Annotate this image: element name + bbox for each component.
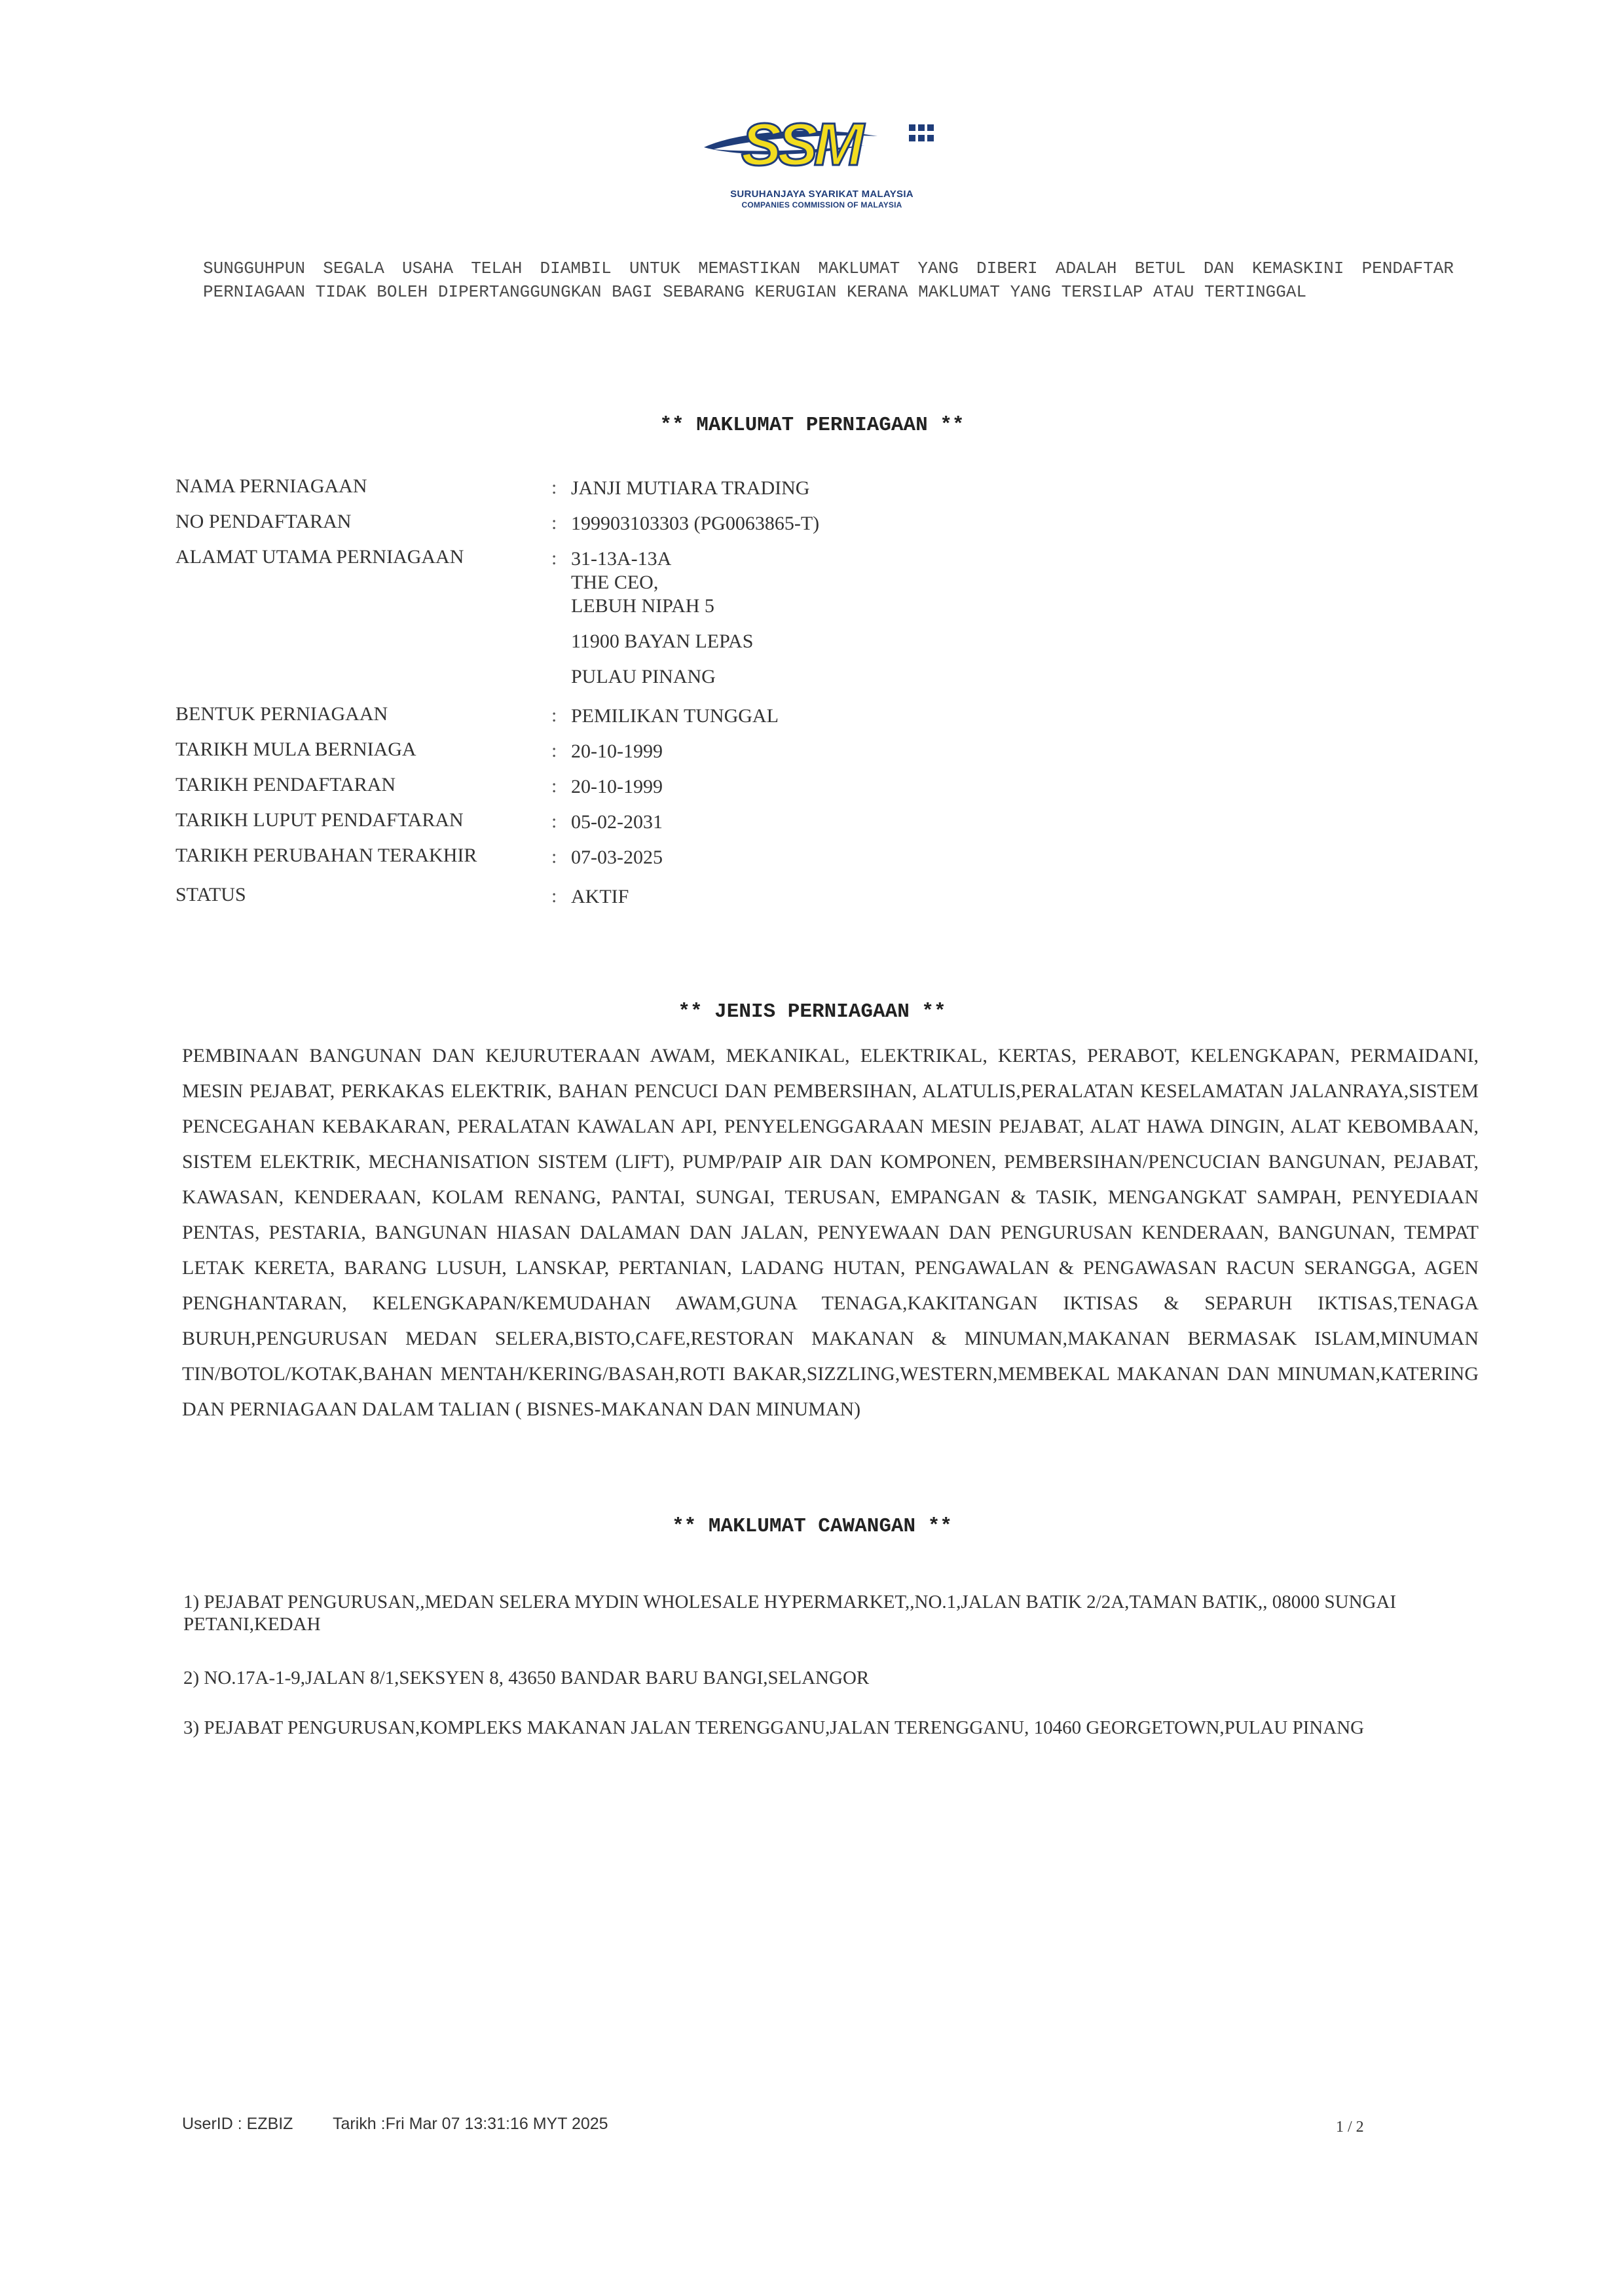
field-colon: : [551, 885, 557, 907]
branch-item: 1) PEJABAT PENGURUSAN,,MEDAN SELERA MYDIN WHOLESALE HYPERMARKET,,NO.1,JALAN BATIK 2/2A,TAMAN BATIK,, 08000 SUNGAI PETANI,KEDAH [183, 1592, 1397, 1635]
field-label-registration-date: TARIKH PENDAFTARAN [175, 774, 396, 795]
business-type-text: PEMBINAAN BANGUNAN DAN KEJURUTERAAN AWAM, MEKANIKAL, ELEKTRIKAL, KERTAS, PERABOT, KELENGKAPAN, PERMAIDANI, MESIN PEJABAT, PERKAKAS ELEKTRIK, BAHAN PENCUCI DAN PEMBERSIHAN, ALATULIS,PERALATAN KESELAMATAN JALANRAYA,SISTEM PENCEGAHAN KEBAKARAN, PERALATAN KAWALAN API, PENYELENGGARAAN MESIN PEJABAT, ALAT HAWA DINGIN, ALAT KEBOMBAAN, SISTEM ELEKTRIK, MECHANISATION SISTEM (LIFT), PUMP/PAIP AIR DAN KOMPONEN, PEMBERSIHAN/PENCUCIAN BANGUNAN, PEJABAT, KAWASAN, KENDERAAN, KOLAM RENANG, PANTAI, SUNGAI, TERUSAN, EMPANGAN & TASIK, MENGANGKAT SAMPAH, PENYEDIAAN PENTAS, PESTARIA, BANGUNAN HIASAN DALAMAN DAN JALAN, PENYEWAAN DAN PENGURUSAN KENDERAAN, BANGUNAN, TEMPAT LETAK KERETA, BARANG LUSUH, LANSKAP, PERTANIAN, LADANG HUTAN, PENGAWALAN & PENGAWASAN RACUN SERANGGA, AGEN PENGHANTARAN, KELENGKAPAN/KEMUDAHAN AWAM,GUNA TENAGA,KAKITANGAN IKTISAS & SEPARUH IKTISAS,TENAGA BURUH,PENGURUSAN MEDAN SELERA,BISTO,CAFE,RESTORAN MAKANAN & MINUMAN,MAKANAN BERMASAK ISLAM,MINUMAN TIN/BOTOL/KOTAK,BAHAN MENTAH/KERING/BASAH,ROTI BAKAR,SIZZLING,WESTERN,MEMBEKAL MAKANAN DAN MINUMAN,KATERING DAN PERNIAGAAN DALAM TALIAN ( BISNES-MAKANAN DAN MINUMAN) [182, 1045, 1479, 1420]
field-label-business-form: BENTUK PERNIAGAAN [175, 703, 388, 725]
field-label-address: ALAMAT UTAMA PERNIAGAAN [175, 546, 464, 568]
footer-timestamp: Tarikh :Fri Mar 07 13:31:16 MYT 2025 [333, 2115, 608, 2133]
field-value-expiry-date: 05-02-2031 [571, 811, 663, 833]
logo-name-english: COMPANIES COMMISSION OF MALAYSIA [741, 200, 902, 210]
field-label-expiry-date: TARIKH LUPUT PENDAFTARAN [175, 809, 464, 831]
field-value-status: AKTIF [571, 886, 629, 907]
field-colon: : [551, 512, 557, 534]
branch-item: 2) NO.17A-1-9,JALAN 8/1,SEKSYEN 8, 43650 BANDAR BARU BANGI,SELANGOR [183, 1667, 870, 1688]
field-colon: : [551, 811, 557, 832]
field-label-last-change-date: TARIKH PERUBAHAN TERAKHIR [175, 845, 477, 866]
disclaimer-text: SUNGGUHPUN SEGALA USAHA TELAH DIAMBIL UNTUK MEMASTIKAN MAKLUMAT YANG DIBERI ADALAH BETUL DAN KEMASKINI PENDAFTAR PERNIAGAAN TIDAK BOLEH DIPERTANGGUNGKAN BAGI SEBARANG KERUGIAN KERANA MAKLUMAT YANG TERSILAP ATAU TERTINGGAL [203, 259, 1454, 302]
footer-userid: UserID : EZBIZ [182, 2115, 293, 2133]
field-label-business-name: NAMA PERNIAGAAN [175, 475, 367, 497]
field-value-last-change-date: 07-03-2025 [571, 847, 663, 868]
field-value-address-line5: PULAU PINANG [571, 666, 716, 687]
field-value-address-line3: LEBUH NIPAH 5 [571, 595, 714, 617]
business-info-title: ** MAKLUMAT PERNIAGAAN ** [659, 414, 965, 437]
field-value-start-date: 20-10-1999 [571, 740, 663, 762]
field-value-business-form: PEMILIKAN TUNGGAL [571, 705, 779, 727]
field-value-business-name: JANJI MUTIARA TRADING [571, 477, 810, 499]
logo-letters: SSM [741, 111, 860, 178]
field-label-start-date: TARIKH MULA BERNIAGA [175, 738, 416, 760]
field-value-address-line2: THE CEO, [571, 572, 659, 593]
page-number: 1 / 2 [1336, 2119, 1364, 2136]
field-label-registration-no: NO PENDAFTARAN [175, 511, 352, 532]
branches-title: ** MAKLUMAT CAWANGAN ** [672, 1515, 952, 1538]
branch-item: 3) PEJABAT PENGURUSAN,KOMPLEKS MAKANAN JALAN TERENGGANU,JALAN TERENGGANU, 10460 GEORGETOWN,PULAU PINANG [183, 1717, 1365, 1738]
logo-name-malay: SURUHANJAYA SYARIKAT MALAYSIA [730, 189, 913, 200]
field-colon: : [551, 704, 557, 726]
field-label-status: STATUS [175, 884, 246, 905]
field-value-registration-no: 199903103303 (PG0063865-T) [571, 513, 820, 534]
field-colon: : [551, 775, 557, 797]
field-value-address-line1: 31-13A-13A [571, 548, 672, 570]
field-colon: : [551, 740, 557, 761]
field-colon: : [551, 846, 557, 867]
field-colon: : [551, 547, 557, 569]
field-value-registration-date: 20-10-1999 [571, 776, 663, 797]
business-type-title: ** JENIS PERNIAGAAN ** [678, 1000, 946, 1023]
field-value-address-line4: 11900 BAYAN LEPAS [571, 630, 754, 652]
field-colon: : [551, 477, 557, 498]
